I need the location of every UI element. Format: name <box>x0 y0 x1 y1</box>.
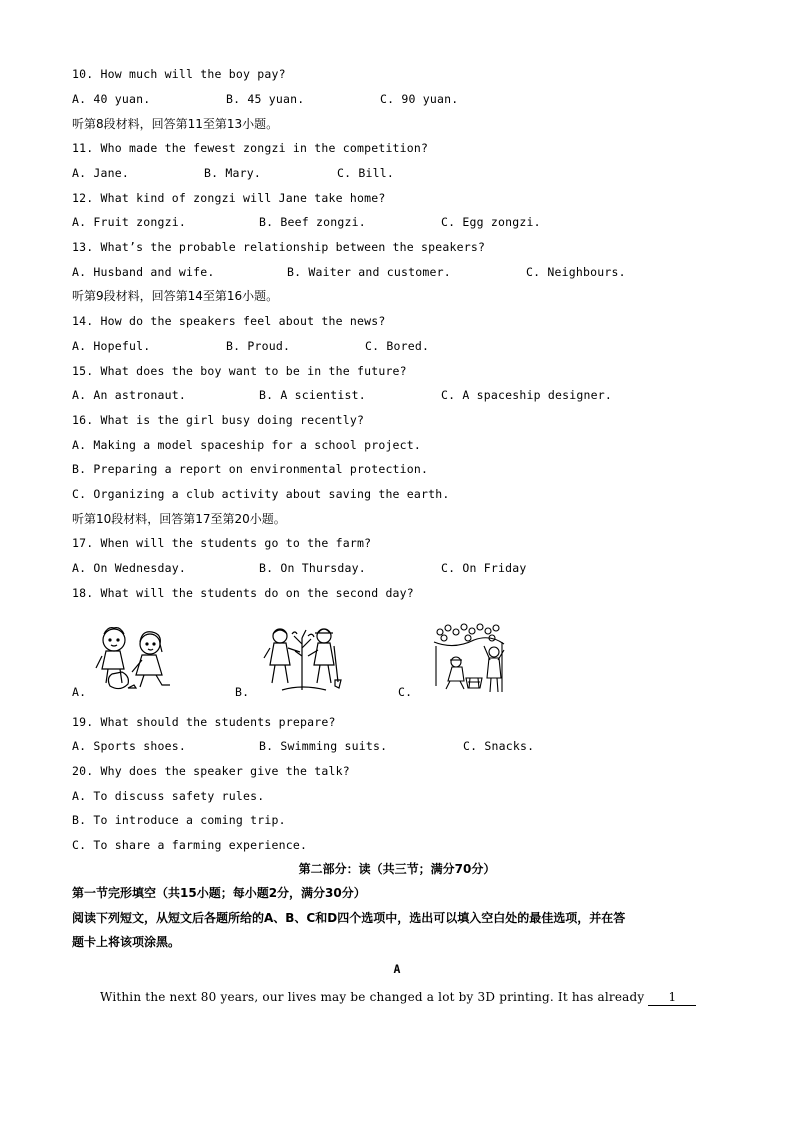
option-b: B. Proud. <box>226 339 291 353</box>
option-c: C. On Friday <box>441 561 527 575</box>
question-13-stem: 13. What’s the probable relationship between the speakers? <box>72 240 486 254</box>
question-16-option-c: C. Organizing a club activity about saving the earth. <box>72 487 450 501</box>
question-11-stem: 11. Who made the fewest zongzi in the competition? <box>72 141 429 155</box>
passage-label: A <box>393 962 401 976</box>
option-c: C. Bill. <box>337 166 394 180</box>
picture-a-children-collecting-litter <box>92 624 178 694</box>
part-2-title: 第二部分：读（共三节；满分70分） <box>298 862 496 876</box>
passage-text: Within the next 80 years, our lives may be changed a lot by 3D printing. It has already <box>100 990 645 1004</box>
option-c: C. Bored. <box>365 339 430 353</box>
picture-b-children-planting-trees <box>262 622 346 694</box>
passage-a-line-1 <box>100 989 696 1006</box>
question-16-stem: 16. What is the girl busy doing recently? <box>72 413 365 427</box>
question-20-option-c: C. To share a farming experience. <box>72 838 308 852</box>
option-b: B. On Thursday. <box>259 561 366 575</box>
section-9-instruction: 听第9段材料，回答第14至第16小题。 <box>72 289 279 303</box>
question-20-option-b: B. To introduce a coming trip. <box>72 813 286 827</box>
question-18-stem: 18. What will the students do on the second day? <box>72 586 414 600</box>
blank-1: 1 <box>648 989 696 1006</box>
question-12-stem: 12. What kind of zongzi will Jane take home? <box>72 191 386 205</box>
option-a: A. 40 yuan. <box>72 92 151 106</box>
option-c: C. A spaceship designer. <box>441 388 612 402</box>
question-18-label-a: A. <box>72 685 87 699</box>
picture-c-picking-fruit <box>432 622 512 696</box>
option-c: C. 90 yuan. <box>380 92 459 106</box>
question-16-option-b: B. Preparing a report on environmental protection. <box>72 462 429 476</box>
question-20-option-a: A. To discuss safety rules. <box>72 789 265 803</box>
option-a: A. Jane. <box>72 166 129 180</box>
option-a: A. Hopeful. <box>72 339 151 353</box>
option-b: B. 45 yuan. <box>226 92 305 106</box>
option-b: B. Mary. <box>204 166 261 180</box>
question-18-label-c: C. <box>398 685 413 699</box>
section-1-title: 第一节完形填空（共15小题；每小题2分，满分30分） <box>72 886 366 900</box>
section-10-instruction: 听第10段材料，回答第17至第20小题。 <box>72 512 286 526</box>
option-c: C. Egg zongzi. <box>441 215 541 229</box>
question-19-stem: 19. What should the students prepare? <box>72 715 336 729</box>
option-b: B. Swimming suits. <box>259 739 388 753</box>
option-b: B. A scientist. <box>259 388 366 402</box>
option-a: A. Fruit zongzi. <box>72 215 186 229</box>
option-c: C. Neighbours. <box>526 265 626 279</box>
reading-instruction-line-1: 阅读下列短文，从短文后各题所给的A、B、C和D四个选项中，选出可以填入空白处的最佳选项，并在答 <box>72 911 626 925</box>
option-a: A. Husband and wife. <box>72 265 215 279</box>
option-c: C. Snacks. <box>463 739 535 753</box>
question-15-stem: 15. What does the boy want to be in the future? <box>72 364 407 378</box>
option-a: A. On Wednesday. <box>72 561 186 575</box>
question-16-option-a: A. Making a model spaceship for a school project. <box>72 438 422 452</box>
option-a: A. Sports shoes. <box>72 739 186 753</box>
question-18-label-b: B. <box>235 685 250 699</box>
reading-instruction-line-2: 题卡上将该项涂黑。 <box>72 935 181 949</box>
option-b: B. Beef zongzi. <box>259 215 366 229</box>
option-a: A. An astronaut. <box>72 388 186 402</box>
question-14-stem: 14. How do the speakers feel about the news? <box>72 314 386 328</box>
question-17-stem: 17. When will the students go to the farm? <box>72 536 372 550</box>
question-20-stem: 20. Why does the speaker give the talk? <box>72 764 350 778</box>
question-10-stem: 10. How much will the boy pay? <box>72 67 286 81</box>
option-b: B. Waiter and customer. <box>287 265 451 279</box>
section-8-instruction: 听第8段材料，回答第11至第13小题。 <box>72 117 279 131</box>
